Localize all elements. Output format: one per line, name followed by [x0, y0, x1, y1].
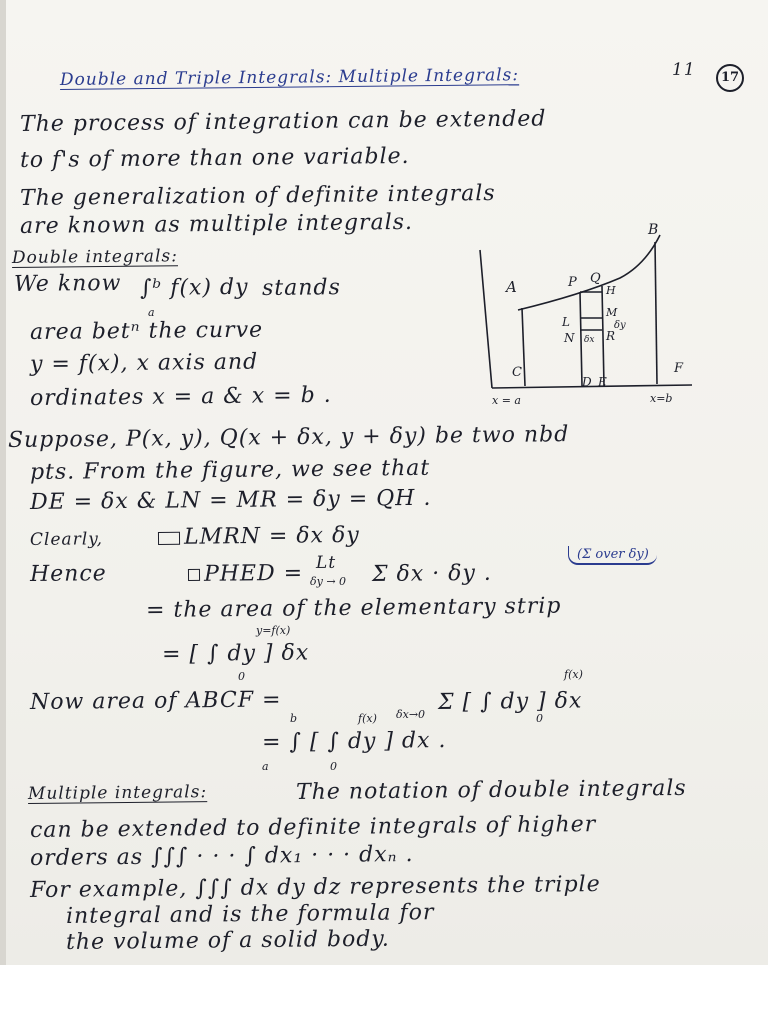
label-b: B — [648, 222, 659, 238]
curve-line: y = f(x), x axis and — [29, 349, 259, 377]
final-lower-0: 0 — [330, 760, 337, 773]
de-line: DE = δx & LN = MR = δy = QH . — [29, 485, 432, 515]
x-axis — [492, 385, 692, 388]
page-edge — [0, 0, 6, 1024]
now-superscript: f(x) — [564, 668, 583, 681]
lmrn-line — [158, 523, 360, 550]
multiple-line-3: orders as ∫∫∫ · · · ∫ dx₁ · · · dxₙ . — [29, 841, 414, 871]
multiple-line-1: The notation of double integrals — [295, 775, 687, 805]
label-q: Q — [590, 271, 601, 286]
pts-line: pts. From the figure, we see that — [29, 455, 431, 485]
intro-line-2: to f's of more than one variable. — [19, 143, 410, 173]
strip-left-line — [580, 292, 582, 386]
bracket-subscript: 0 — [238, 670, 245, 683]
now-subscript: δx→0 — [396, 708, 426, 721]
margin-note: (Σ over δy) — [568, 546, 657, 565]
multiple-integrals-heading: Multiple integrals: — [27, 782, 208, 804]
now-area-line: Now area of ABCF = — [29, 687, 282, 715]
phed-rhs: Σ δx · δy . — [371, 560, 492, 587]
integral-expression: ∫ᵇ f(x) dy — [139, 274, 249, 301]
scan-bottom-margin — [0, 965, 768, 1024]
now-lower-limit: 0 — [536, 712, 543, 725]
area-figure — [470, 220, 700, 410]
ordinates-line: ordinates x = a & x = b . — [29, 382, 332, 411]
intro-line-4: are known as multiple integrals. — [19, 209, 414, 239]
curve-y-fx — [518, 235, 660, 310]
area-line: area betⁿ the curve — [29, 317, 264, 345]
phed-text: PHED = — [203, 560, 304, 587]
label-c: C — [512, 365, 522, 380]
suppose-line: Suppose, P(x, y), Q(x + δx, y + δy) be two nbd — [7, 422, 570, 453]
we-know-label: We know — [13, 270, 122, 297]
label-n: N — [564, 331, 575, 345]
intro-line-3: The generalization of definite integrals — [19, 181, 496, 211]
bracket-line: = [ ∫ dy ] δx — [161, 640, 310, 667]
multiple-line-4: For example, ∫∫∫ dx dy dz represents the triple — [29, 872, 601, 903]
yfx-subscript: y=f(x) — [256, 624, 291, 637]
label-dx: δx — [584, 335, 595, 345]
tick-marks: 11 — [671, 59, 696, 80]
label-f: F — [674, 361, 684, 376]
area-strip-line: = the area of the elementary strip — [145, 593, 562, 623]
ordinate-x-a — [522, 308, 525, 386]
lt-symbol: Lt — [315, 552, 337, 573]
strip-right-line — [602, 286, 604, 386]
label-e: E — [598, 375, 607, 389]
multiple-line-6: the volume of a solid body. — [65, 926, 390, 955]
integral-lower-limit: a — [148, 306, 155, 319]
final-line: = ∫ [ ∫ dy ] dx . — [261, 728, 447, 755]
rectangle-symbol — [158, 531, 180, 544]
ordinate-x-b — [655, 242, 657, 384]
multiple-line-2: can be extended to definite integrals of higher — [29, 812, 597, 843]
label-h: H — [606, 284, 616, 297]
final-upper-fx: f(x) — [358, 712, 377, 725]
page-header: Double and Triple Integrals: Multiple Integrals: — [59, 65, 520, 90]
label-d: D — [582, 375, 592, 389]
stands-label: stands — [261, 275, 341, 301]
label-p: P — [568, 275, 577, 290]
label-dy: δy — [614, 320, 626, 331]
label-l: L — [562, 315, 570, 329]
final-upper-b: b — [290, 712, 298, 725]
label-r: R — [606, 329, 616, 343]
phed-line — [188, 561, 303, 587]
intro-line-1: The process of integration can be extended — [19, 106, 547, 137]
clearly-label: Clearly, — [29, 529, 104, 550]
label-m: M — [606, 306, 618, 319]
lt-subscript: δy → 0 — [310, 575, 347, 588]
lmrn-text: LMRN = δx δy — [183, 522, 360, 550]
hence-label: Hence — [29, 561, 107, 587]
label-a: A — [506, 278, 517, 296]
square-symbol — [188, 569, 200, 581]
multiple-line-5: integral and is the formula for — [65, 900, 435, 929]
final-lower-a: a — [262, 760, 269, 773]
label-x-b: x=b — [650, 392, 673, 405]
page-number: 17 — [716, 64, 744, 92]
label-x-a: x = a — [492, 394, 521, 407]
double-integrals-heading: Double integrals: — [11, 246, 179, 268]
y-axis — [480, 250, 492, 388]
now-rhs: Σ [ ∫ dy ] δx — [437, 688, 583, 715]
